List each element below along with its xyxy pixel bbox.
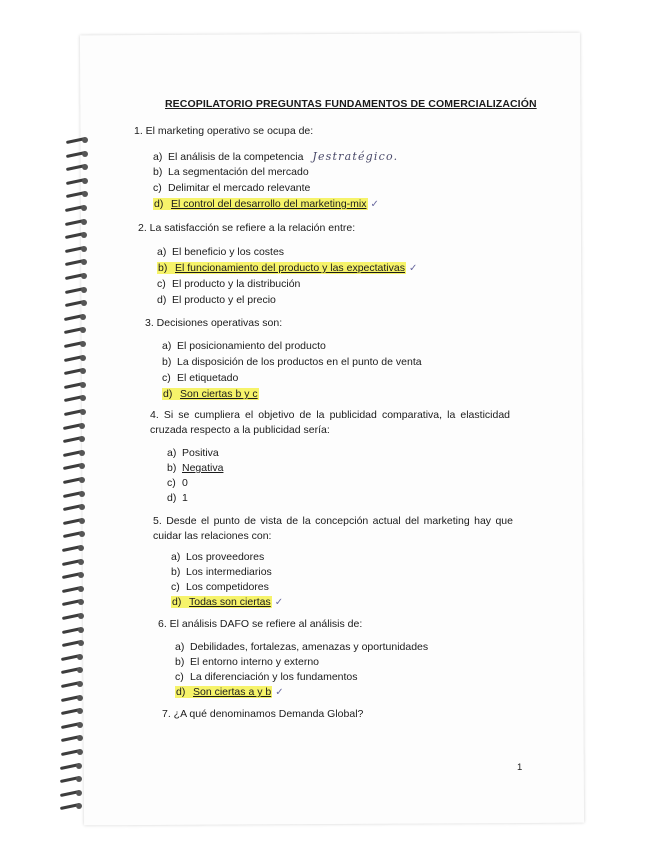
option-text: El análisis de la competencia <box>168 151 304 163</box>
option-text: Los intermediarios <box>186 566 272 578</box>
q3-option-c <box>162 372 238 384</box>
highlighted-answer: Son ciertas a y b <box>193 686 272 698</box>
q1-option-b <box>153 166 309 178</box>
option-text: El etiquetado <box>177 372 239 384</box>
option-letter: b) <box>162 356 172 368</box>
highlighted-answer: Todas son ciertas <box>189 596 271 608</box>
q5-option-a <box>171 551 264 563</box>
option-letter: b) <box>175 656 185 668</box>
q4-option-a <box>167 447 219 459</box>
option-letter: d) <box>171 596 188 608</box>
question-2: 2. La satisfacción se refiere a la relación entre: <box>138 222 356 234</box>
q3-option-d <box>162 388 259 400</box>
option-letter: a) <box>153 151 163 163</box>
option-text: El entorno interno y externo <box>190 656 319 668</box>
option-letter: d) <box>153 198 170 210</box>
q2-option-d <box>157 294 276 306</box>
question-4: 4. Si se cumpliera el objetivo de la publicidad comparativa, la elasticidad cruzada respecto a la publicidad sería: <box>150 409 510 436</box>
option-text: Delimitar el mercado relevante <box>168 182 311 194</box>
option-letter: b) <box>157 262 174 274</box>
option-letter: c) <box>175 671 184 683</box>
highlighted-answer: El control del desarrollo del marketing-mix <box>171 198 367 210</box>
q3-option-b <box>162 356 422 368</box>
option-letter: a) <box>167 447 177 459</box>
question-1: 1. El marketing operativo se ocupa de: <box>134 125 314 137</box>
option-text: El producto y el precio <box>172 294 276 306</box>
q5-option-c <box>171 581 269 593</box>
q3-option-a <box>162 340 326 352</box>
q2-option-c <box>157 278 300 290</box>
q4-option-c <box>167 477 188 489</box>
option-letter: b) <box>167 462 177 474</box>
option-letter: c) <box>153 182 162 194</box>
option-letter: b) <box>153 166 163 178</box>
option-letter: a) <box>175 641 185 653</box>
option-letter: c) <box>157 278 166 290</box>
option-text: El beneficio y los costes <box>172 246 285 258</box>
option-letter: a) <box>162 340 172 352</box>
highlighted-answer: Son ciertas b y c <box>180 388 258 400</box>
question-5: 5. Desde el punto de vista de la concepción actual del marketing hay que cuidar las relaciones con: <box>153 515 513 542</box>
q6-option-d <box>175 686 284 698</box>
option-letter: a) <box>171 551 181 563</box>
document-title: RECOPILATORIO PREGUNTAS FUNDAMENTOS DE COMERCIALIZACIÓN <box>165 98 537 110</box>
handwritten-note: Jestratégico. <box>312 150 399 163</box>
option-text: La disposición de los productos en el punto de venta <box>177 356 422 368</box>
option-text: Debilidades, fortalezas, amenazas y oportunidades <box>190 641 429 653</box>
option-letter: d) <box>157 294 167 306</box>
q5-option-d <box>171 596 283 608</box>
option-text: La segmentación del mercado <box>168 166 309 178</box>
question-7: 7. ¿A qué denominamos Demanda Global? <box>162 708 364 720</box>
option-text: 1 <box>182 492 188 504</box>
option-text: El producto y la distribución <box>172 278 301 290</box>
check-mark-icon: ✓ <box>275 687 284 698</box>
highlighted-answer: El funcionamiento del producto y las expectativas <box>175 262 405 274</box>
option-letter: d) <box>162 388 179 400</box>
check-mark-icon: ✓ <box>408 263 418 274</box>
check-mark-icon: ✓ <box>370 199 379 210</box>
question-3: 3. Decisiones operativas son: <box>145 317 283 329</box>
option-text: La diferenciación y los fundamentos <box>190 671 358 683</box>
option-letter: c) <box>162 372 171 384</box>
q6-option-a <box>175 641 428 653</box>
question-6: 6. El análisis DAFO se refiere al análisis de: <box>158 618 363 630</box>
option-letter: d) <box>175 686 192 698</box>
q5-option-b <box>171 566 272 578</box>
option-text: Los proveedores <box>186 551 265 563</box>
option-letter: c) <box>171 581 180 593</box>
q4-option-d <box>167 492 188 504</box>
option-letter: d) <box>167 492 177 504</box>
option-letter: b) <box>171 566 181 578</box>
option-text: Los competidores <box>186 581 269 593</box>
q6-option-c <box>175 671 358 683</box>
option-text: Positiva <box>182 447 219 459</box>
option-letter: a) <box>157 246 167 258</box>
q6-option-b <box>175 656 319 668</box>
q2-option-b <box>157 262 417 274</box>
option-letter: c) <box>167 477 176 489</box>
option-text: El posicionamiento del producto <box>177 340 326 352</box>
q4-option-b <box>167 462 223 474</box>
q1-option-a <box>153 150 398 163</box>
underlined-answer: Negativa <box>182 462 224 474</box>
q2-option-a <box>157 246 284 258</box>
option-text: 0 <box>182 477 188 489</box>
q1-option-c <box>153 182 310 194</box>
check-mark-icon: ✓ <box>274 597 284 608</box>
page-number: 1 <box>517 762 523 773</box>
q1-option-d <box>153 198 379 210</box>
